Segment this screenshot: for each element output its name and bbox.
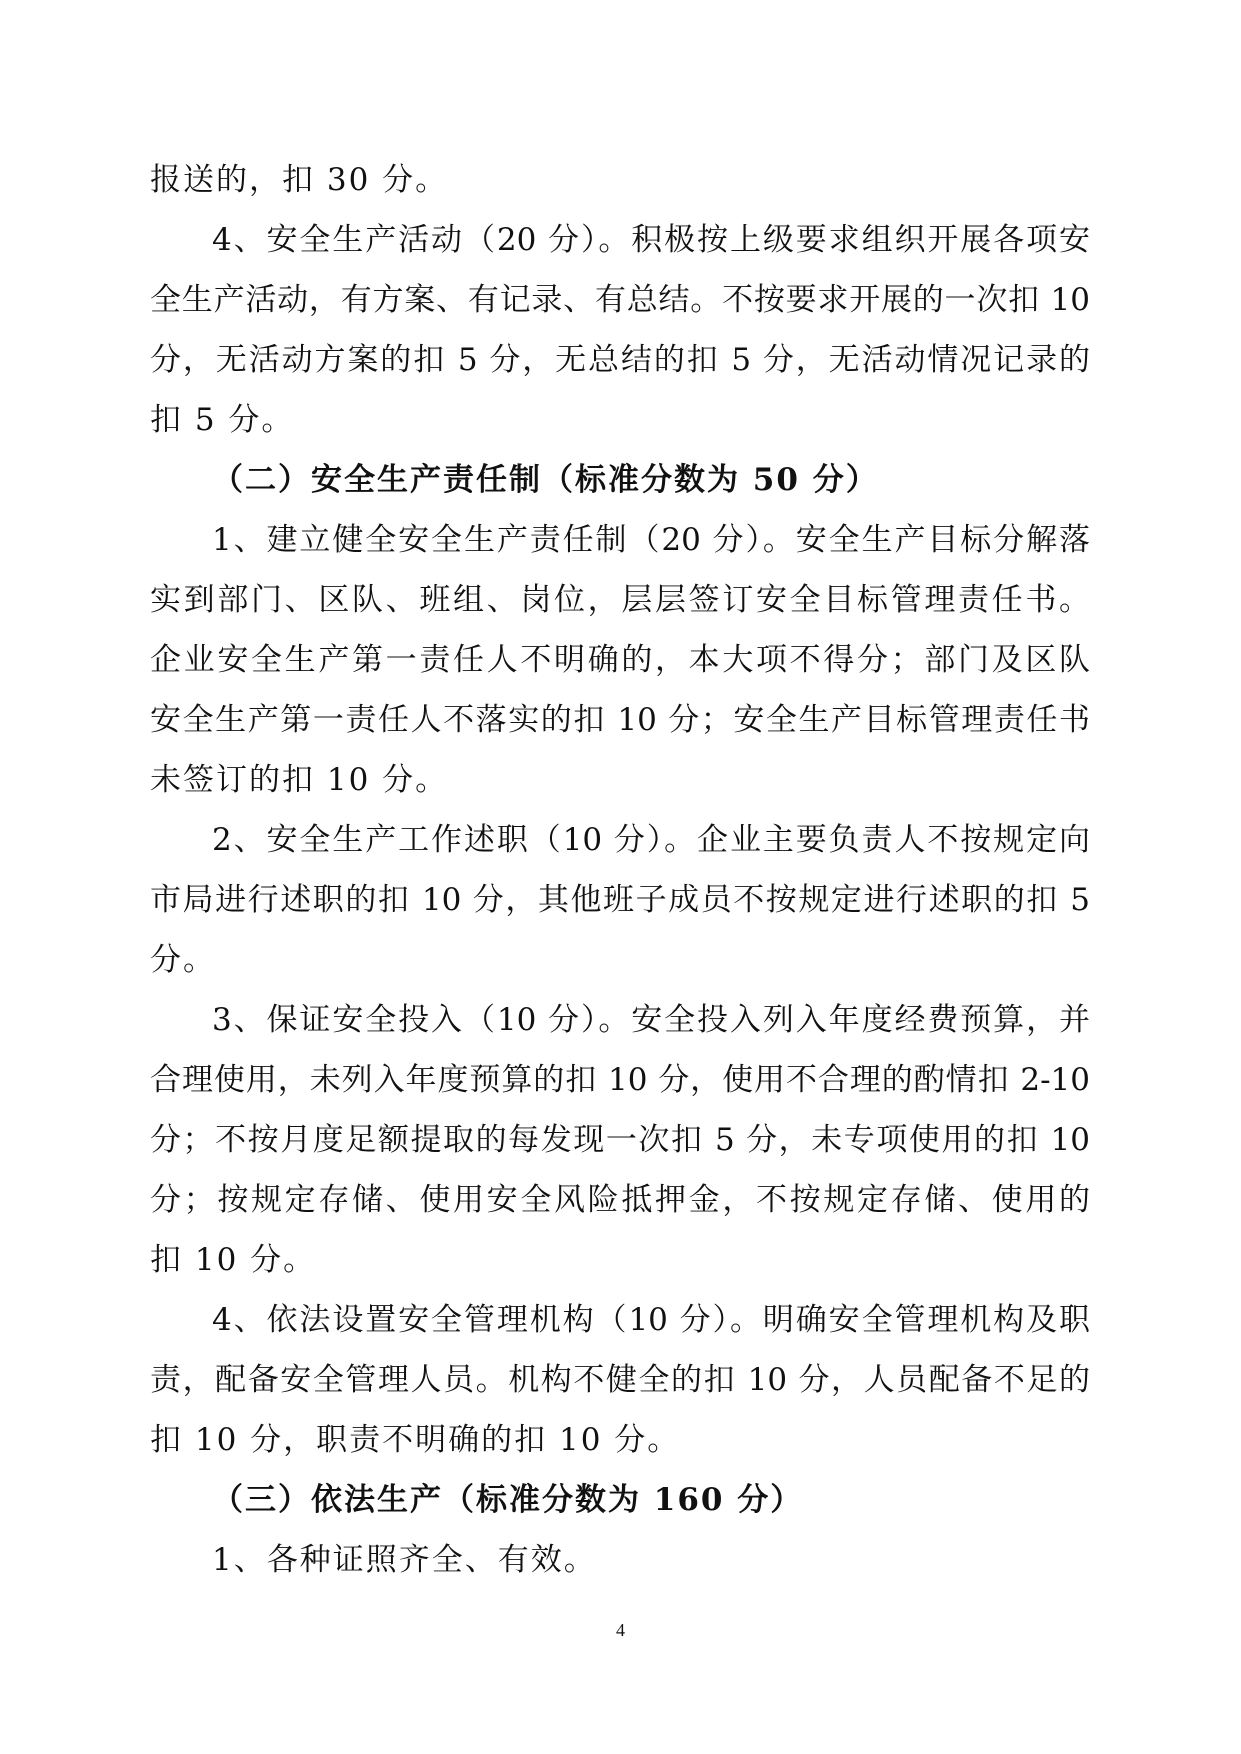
text-line: 扣 10 分。: [150, 1242, 317, 1278]
text-line: 扣 10 分，职责不明确的扣 10 分。: [150, 1422, 681, 1458]
text-line: 1、建立健全安全生产责任制（20 分）。安全生产目标分解落: [212, 522, 1090, 558]
text-line: 4、安全生产活动（20 分）。积极按上级要求组织开展各项安: [212, 222, 1090, 258]
text-line: 企业安全生产第一责任人不明确的，本大项不得分；部门及区队: [150, 642, 1090, 678]
text-line: 3、保证安全投入（10 分）。安全投入列入年度经费预算，并: [212, 1002, 1090, 1038]
text-line: 4、依法设置安全管理机构（10 分）。明确安全管理机构及职: [212, 1302, 1090, 1338]
text-line: 分，无活动方案的扣 5 分，无总结的扣 5 分，无活动情况记录的: [150, 342, 1090, 378]
section-heading: （二）安全生产责任制（标准分数为 50 分）: [212, 462, 879, 498]
text-line: 未签订的扣 10 分。: [150, 762, 449, 798]
text-line: 扣 5 分。: [150, 402, 295, 438]
text-line: 责，配备安全管理人员。机构不健全的扣 10 分，人员配备不足的: [150, 1362, 1090, 1398]
text-line: 实到部门、区队、班组、岗位，层层签订安全目标管理责任书。: [150, 582, 1090, 618]
section-heading: （三）依法生产（标准分数为 160 分）: [212, 1482, 804, 1518]
page-number: 4: [616, 1620, 625, 1640]
document-body: [150, 150, 1090, 1590]
text-line: 市局进行述职的扣 10 分，其他班子成员不按规定进行述职的扣 5: [150, 882, 1090, 918]
text-line: 分。: [150, 942, 216, 978]
text-line: 分；不按月度足额提取的每发现一次扣 5 分，未专项使用的扣 10: [150, 1122, 1090, 1158]
text-line: 分；按规定存储、使用安全风险抵押金，不按规定存储、使用的: [150, 1182, 1090, 1218]
text-line: 全生产活动，有方案、有记录、有总结。不按要求开展的一次扣 10: [150, 282, 1090, 318]
text-line: 1、各种证照齐全、有效。: [212, 1542, 597, 1578]
text-line: 安全生产第一责任人不落实的扣 10 分；安全生产目标管理责任书: [150, 702, 1090, 738]
text-line: 合理使用，未列入年度预算的扣 10 分，使用不合理的酌情扣 2-10: [150, 1062, 1090, 1098]
text-line: 2、安全生产工作述职（10 分）。企业主要负责人不按规定向: [212, 822, 1090, 858]
text-line: 报送的，扣 30 分。: [150, 162, 449, 198]
